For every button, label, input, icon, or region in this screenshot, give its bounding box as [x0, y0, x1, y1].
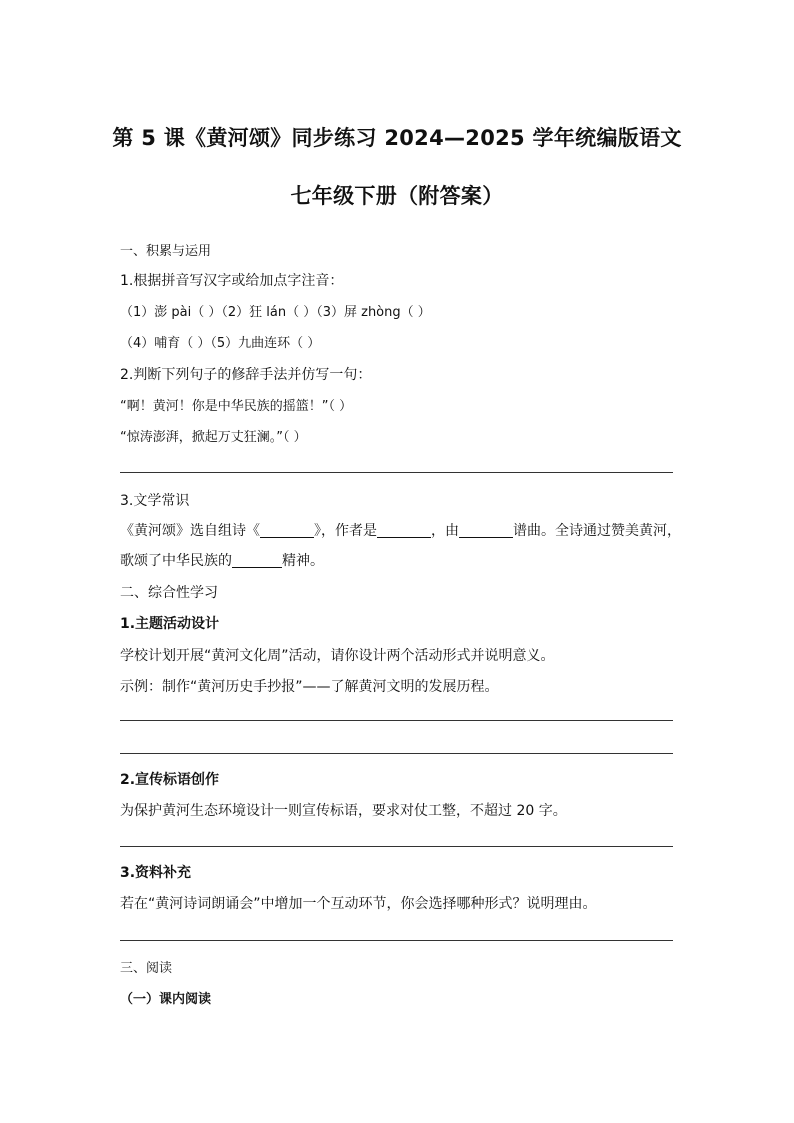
question-2-sentence-2: “惊涛澎湃，掀起万丈狂澜。”（ ）	[120, 430, 307, 445]
question-3-text-part-3: ，由	[431, 523, 459, 539]
section-1-heading: 一、积累与运用	[120, 244, 212, 259]
fill-blank-author[interactable]	[377, 523, 431, 538]
answer-line[interactable]	[120, 940, 673, 941]
activity-1-title: 1.主题活动设计	[120, 616, 220, 632]
question-3-text-part-2: 》，作者是	[314, 523, 377, 539]
question-1-stem: 1.根据拼音写汉字或给加点字注音：	[120, 273, 344, 289]
fill-blank-spirit[interactable]	[232, 553, 282, 568]
question-3-text-part-4: 谱曲。全诗通过赞美黄河，	[513, 523, 681, 539]
question-3-paragraph-line-1	[120, 520, 681, 540]
activity-3-text: 若在“黄河诗词朗诵会”中增加一个互动环节，你会选择哪种形式？说明理由。	[120, 896, 597, 912]
answer-line[interactable]	[120, 472, 673, 473]
activity-1-example: 示例：制作“黄河历史手抄报”——了解黄河文明的发展历程。	[120, 679, 499, 695]
question-3-text-part-5: 歌颂了中华民族的	[120, 553, 232, 569]
fill-blank-composer[interactable]	[459, 523, 513, 538]
question-3-stem: 3.文学常识	[120, 493, 190, 509]
question-3-paragraph-line-2	[120, 550, 324, 570]
activity-3-title: 3.资料补充	[120, 865, 192, 881]
activity-2-title: 2.宣传标语创作	[120, 772, 220, 788]
section-3-heading: 三、阅读	[120, 961, 173, 976]
section-2-heading: 二、综合性学习	[120, 585, 218, 601]
fill-blank-poem-title[interactable]	[260, 523, 314, 538]
answer-line[interactable]	[120, 846, 673, 847]
question-1-row-1: （1）澎 pài（ ）（2）狂 lán（ ）（3）屏 zhòng（ ）	[120, 305, 431, 320]
question-2-sentence-1: “啊！黄河！你是中华民族的摇篮！”（ ）	[120, 399, 353, 414]
question-2-stem: 2.判断下列句子的修辞手法并仿写一句：	[120, 367, 372, 383]
question-3-text-part-6: 精神。	[282, 553, 324, 569]
activity-1-text: 学校计划开展“黄河文化周”活动，请你设计两个活动形式并说明意义。	[120, 648, 555, 664]
question-3-text-part-1: 《黄河颂》选自组诗《	[120, 523, 260, 539]
activity-2-text: 为保护黄河生态环境设计一则宣传标语，要求对仗工整，不超过 20 字。	[120, 803, 567, 819]
document-title-line-1: 第 5 课《黄河颂》同步练习 2024—2025 学年统编版语文	[112, 126, 682, 150]
answer-line[interactable]	[120, 753, 673, 754]
question-1-row-2: （4）哺育（ ）（5）九曲连环（ ）	[120, 336, 321, 351]
answer-line[interactable]	[120, 720, 673, 721]
document-title-line-2: 七年级下册（附答案）	[290, 184, 504, 208]
section-3-subheading: （一）课内阅读	[120, 992, 212, 1007]
